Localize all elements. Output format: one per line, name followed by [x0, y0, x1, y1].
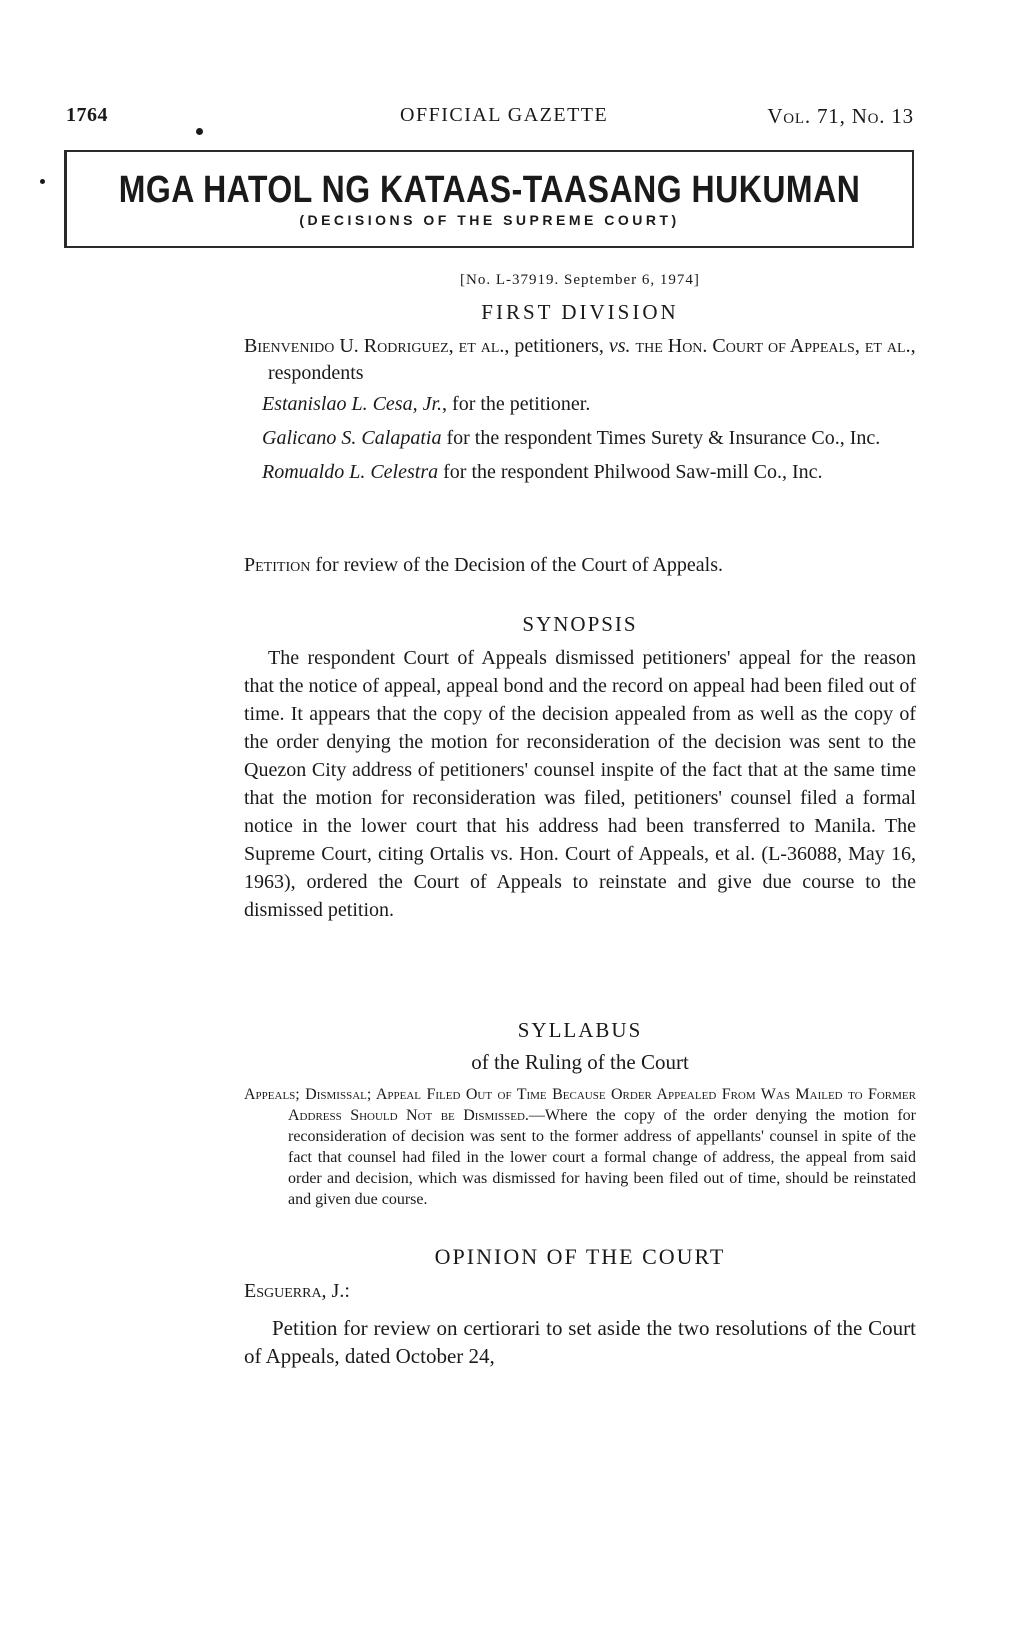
parties-line — [244, 333, 916, 387]
case-parties — [244, 333, 916, 486]
versus: vs. — [608, 335, 631, 357]
counsel-name: Galicano S. Calapatia — [262, 427, 442, 449]
publication-title: OFFICIAL GAZETTE — [400, 104, 609, 126]
petition-line — [244, 552, 916, 579]
counsel-name: Estanislao L. Cesa, Jr. — [262, 393, 443, 415]
respondent-names: the Hon. Court of Appeals, et al. — [630, 335, 911, 357]
counsel-role: for the respondent Times Surety & Insurance Co., Inc. — [441, 427, 881, 449]
counsel-role: for the respondent Philwood Saw-mill Co., Inc. — [438, 461, 823, 483]
petition-text: for review of the Decision of the Court of Appeals. — [310, 554, 723, 576]
counsel-line — [244, 458, 916, 486]
running-head — [60, 104, 914, 134]
section-banner — [64, 150, 914, 248]
dot-mark — [196, 128, 203, 135]
counsel-line — [244, 424, 916, 452]
case-number: [No. L-37919. September 6, 1974] — [460, 272, 700, 288]
syllabus-paragraph — [244, 1084, 916, 1210]
volume-number: Vol. 71, No. 13 — [767, 104, 914, 128]
syllabus-body — [244, 1084, 916, 1210]
division-heading: FIRST DIVISION — [481, 300, 679, 324]
synopsis-text: The respondent Court of Appeals dismissed petitioners' appeal for the reason that the notice of appeal, appeal bond and the record on appeal had been filed out of time. It appears that the copy of the decision appealed from as well as the copy of the order denying the motion for reconsideration of the decision was sent to the Quezon City address of petitioners' counsel inspite of the fact that at the same time that the motion for reconsideration was filed, petitioners' counsel filed a formal notice in the lower court that his address had been transferred to Manila. The Supreme Court, citing Ortalis vs. Hon. Court of Appeals, et al. (L-36088, May 16, 1963), ordered the Court of Appeals to reinstate and give due course to the dismissed petition. — [244, 647, 916, 921]
petition-label: Petition — [244, 554, 311, 576]
respondent-role: , respondents — [268, 335, 916, 384]
banner-title: MGA HATOL NG KATAAS-TAASANG HUKUMAN — [118, 168, 861, 211]
counsel-list — [244, 391, 916, 486]
petitioner-names: Bienvenido U. Rodriguez, et al. — [244, 335, 505, 357]
syllabus-caption: Appeals; Dismissal; Appeal Filed Out of Time Because Order Appealed From Was Mailed to Former Address Should Not be Dismissed. — [244, 1086, 916, 1124]
opinion-text: Petition for review on certiorari to set aside the two resolutions of the Court of Appeals, dated October 24, — [244, 1316, 916, 1368]
syllabus-text: —Where the copy of the order denying the motion for reconsideration of decision was sent to the former address of appellants' counsel in spite of the fact that counsel had filed in the lower court a formal change of address, the appeal from said order and decision, which was dismissed for having been filed out of time, should be reinstated and given due course. — [288, 1107, 916, 1208]
counsel-role: , for the petitioner. — [442, 393, 591, 415]
page-number: 1764 — [66, 104, 108, 126]
margin-dot-mark — [40, 179, 45, 184]
syllabus-heading: SYLLABUS — [517, 1018, 643, 1042]
petitioner-role: , petitioners, — [504, 335, 609, 357]
counsel-line — [244, 391, 916, 418]
synopsis-heading: SYNOPSIS — [522, 612, 638, 636]
judge-name: Esguerra, J.: — [244, 1280, 350, 1302]
syllabus-subheading: of the Ruling of the Court — [471, 1050, 689, 1074]
banner-subtitle: (DECISIONS OF THE SUPREME COURT) — [299, 212, 680, 228]
petition-statement — [244, 552, 916, 579]
opinion-heading: OPINION OF THE COURT — [434, 1244, 726, 1269]
counsel-name: Romualdo L. Celestra — [262, 461, 439, 483]
